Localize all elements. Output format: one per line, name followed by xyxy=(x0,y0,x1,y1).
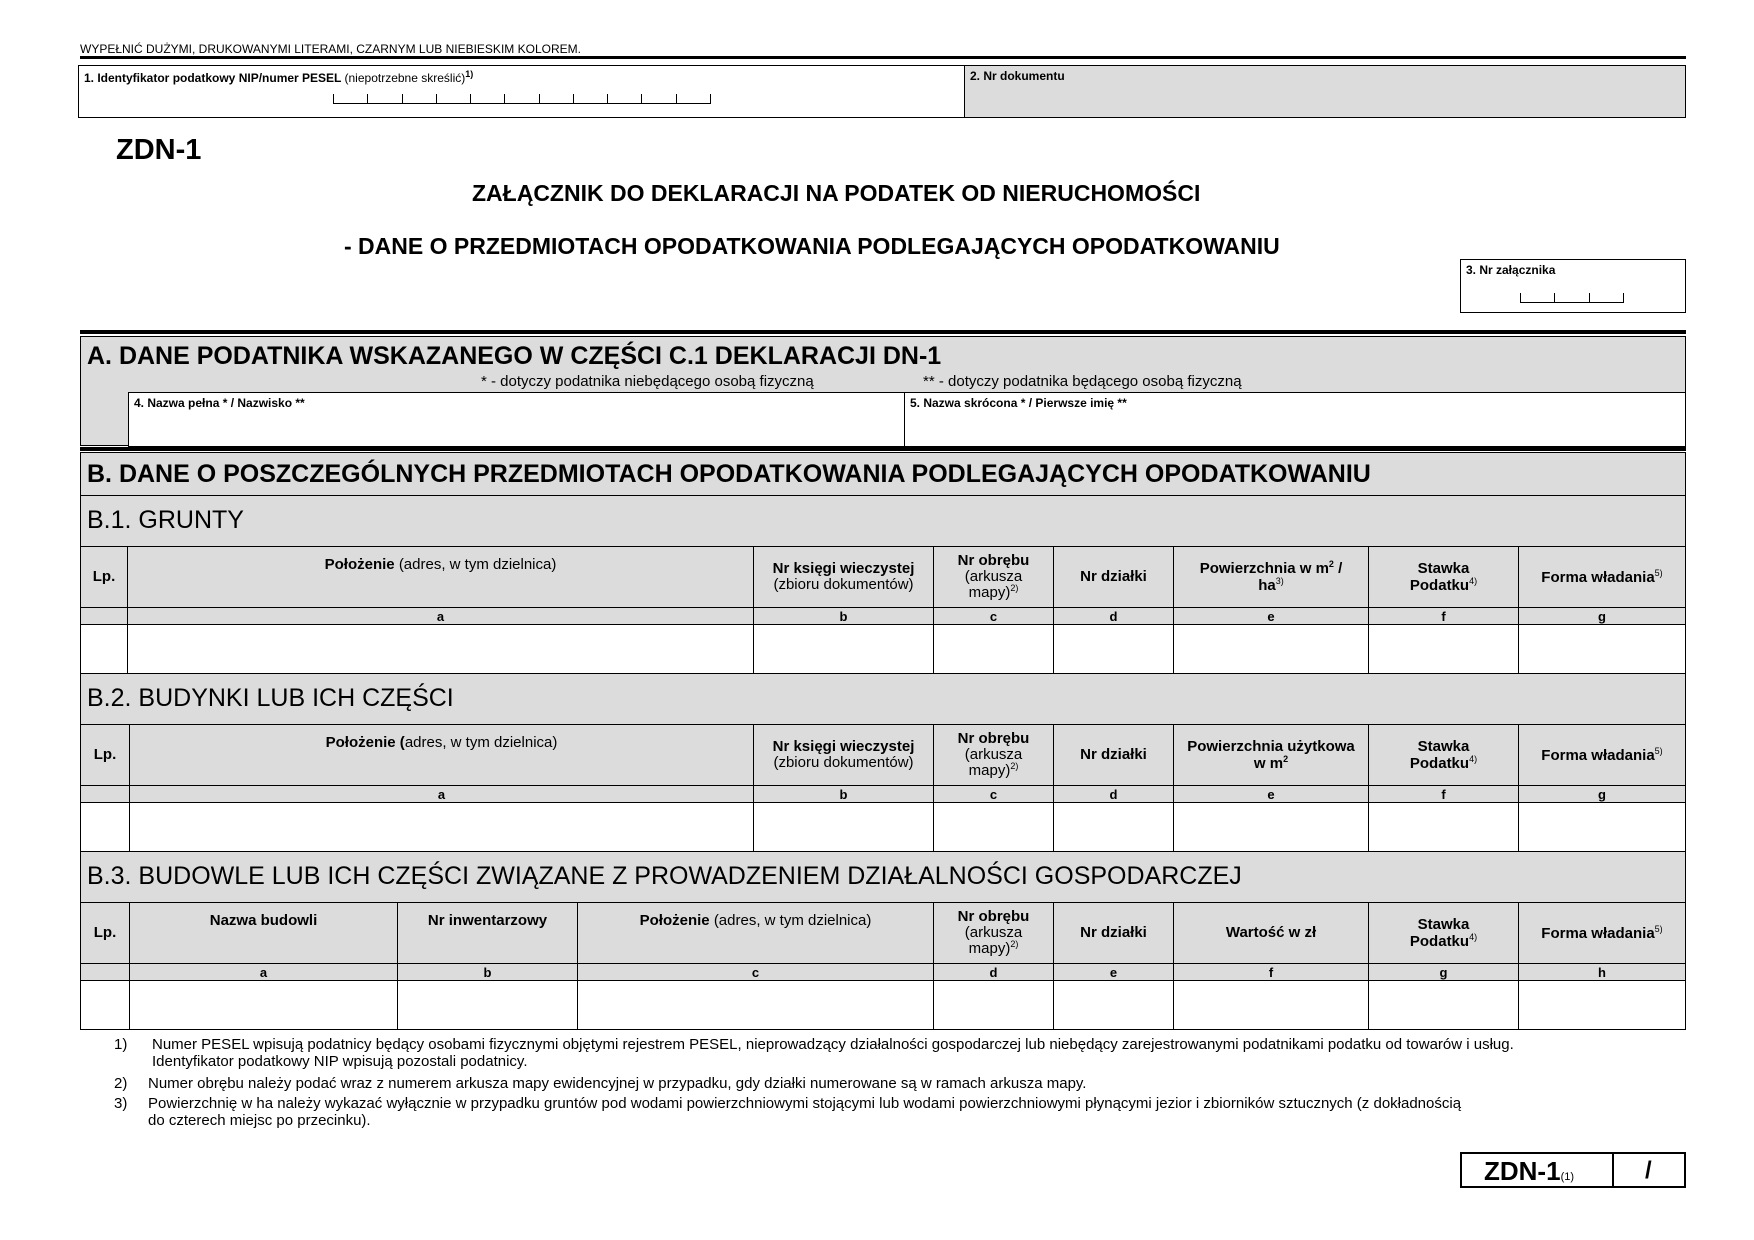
b2-col-c: Nr obrębu (arkusza mapy)$^{2)}$ xyxy=(933,724,1054,786)
field-5-nazwa-skrocona[interactable] xyxy=(904,392,1686,447)
field-3-label: 3. Nr załącznika xyxy=(1466,263,1556,277)
b2-input-g[interactable] xyxy=(1518,802,1686,852)
b1-col-lp: Lp. xyxy=(80,546,128,608)
b3-col-a: Nazwa budowli xyxy=(129,902,398,964)
b1-input-c[interactable] xyxy=(933,624,1054,674)
section-b-header xyxy=(80,452,1686,496)
section-a xyxy=(80,336,1686,446)
b1-col-e: Powierzchnia w $m^2$ / $ha^{3)}$ xyxy=(1173,546,1369,608)
b3-col-h: Forma władania$^{5)}$ xyxy=(1518,902,1686,964)
b1-letter-a: a xyxy=(127,607,754,625)
b2-input-c[interactable] xyxy=(933,802,1054,852)
b3-input-c[interactable] xyxy=(577,980,934,1030)
b2-col-b: Nr księgi wieczystej (zbioru dokumentów) xyxy=(753,724,934,786)
b3-letter-d: d xyxy=(933,963,1054,981)
b3-input-f[interactable] xyxy=(1173,980,1369,1030)
b1-letter-e: e xyxy=(1173,607,1369,625)
b3-letter-f: f xyxy=(1173,963,1369,981)
b2-col-f: Stawka Podatku$^{4)}$ xyxy=(1368,724,1519,786)
b2-letter-c: c xyxy=(933,785,1054,803)
b3-input-e[interactable] xyxy=(1053,980,1174,1030)
b3-col-e: Nr działki xyxy=(1053,902,1174,964)
section-rule xyxy=(80,330,1686,334)
section-a-title: A. DANE PODATNIKA WSKAZANEGO W CZĘŚCI C.1 DEKLARACJI DN-1 xyxy=(87,342,942,370)
footer-slash: / xyxy=(1645,1157,1652,1184)
attachment-digit-ticks xyxy=(1520,293,1624,303)
b2-col-a: Położenie (adres, w tym dzielnica) xyxy=(129,724,754,786)
b3-input-h[interactable] xyxy=(1518,980,1686,1030)
field-1-note: (niepotrzebne skreślić) xyxy=(344,71,466,85)
field-4-nazwa-pelna[interactable] xyxy=(128,392,905,447)
footnote-3-num: 3) xyxy=(114,1095,128,1112)
section-b3-header xyxy=(80,851,1686,903)
title-line-2: - DANE O PRZEDMIOTACH OPODATKOWANIA PODLEGAJĄCYCH OPODATKOWANIU xyxy=(344,233,1280,259)
nip-digit-ticks xyxy=(333,94,711,104)
section-a-note-2: ** - dotyczy podatnika będącego osobą fizyczną xyxy=(923,373,1242,390)
b2-col-g: Forma władania$^{5)}$ xyxy=(1518,724,1686,786)
b1-letter-f: f xyxy=(1368,607,1519,625)
footnote-2-num: 2) xyxy=(114,1075,128,1092)
b2-row-lp xyxy=(80,802,130,852)
b1-col-c: Nr obrębu (arkusza mapy)$^{2)}$ xyxy=(933,546,1054,608)
b1-input-g[interactable] xyxy=(1518,624,1686,674)
b3-letter-g: g xyxy=(1368,963,1519,981)
b1-col-a: Położenie (adres, w tym dzielnica) xyxy=(127,546,754,608)
b3-row-lp xyxy=(80,980,130,1030)
field-4-label: 4. Nazwa pełna * / Nazwisko ** xyxy=(134,396,305,410)
b1-input-e[interactable] xyxy=(1173,624,1369,674)
b1-row-lp xyxy=(80,624,128,674)
b2-col-lp: Lp. xyxy=(80,724,130,786)
title-line-1: ZAŁĄCZNIK DO DEKLARACJI NA PODATEK OD NIERUCHOMOŚCI xyxy=(472,180,1201,206)
section-rule-2 xyxy=(80,447,1686,451)
b3-col-f: Wartość w zł xyxy=(1173,902,1369,964)
footnote-1 xyxy=(114,1036,1694,1071)
header-note: WYPEŁNIĆ DUŻYMI, DRUKOWANYMI LITERAMI, CZARNYM LUB NIEBIESKIM KOLOREM. xyxy=(80,42,581,56)
b1-col-d: Nr działki xyxy=(1053,546,1174,608)
b2-input-d[interactable] xyxy=(1053,802,1174,852)
b3-letter-h: h xyxy=(1518,963,1686,981)
b2-letter-row-lp xyxy=(80,785,130,803)
top-rule xyxy=(80,56,1686,59)
b1-letter-b: b xyxy=(753,607,934,625)
b2-letter-e: e xyxy=(1173,785,1369,803)
b2-letter-d: d xyxy=(1053,785,1174,803)
field-1-nip-pesel[interactable] xyxy=(78,65,965,118)
b3-col-d: Nr obrębu (arkusza mapy)$^{2)}$ xyxy=(933,902,1054,964)
b1-col-g: Forma władania$^{5)}$ xyxy=(1518,546,1686,608)
b2-col-d: Nr działki xyxy=(1053,724,1174,786)
field-1-label: 1. Identyfikator podatkowy NIP/numer PESEL xyxy=(84,71,342,85)
b3-col-b: Nr inwentarzowy xyxy=(397,902,578,964)
field-3-nr-zalacznika[interactable] xyxy=(1460,259,1686,313)
section-a-note-1: * - dotyczy podatnika niebędącego osobą fizyczną xyxy=(481,373,814,390)
b3-col-g: Stawka Podatku$^{4)}$ xyxy=(1368,902,1519,964)
b2-input-f[interactable] xyxy=(1368,802,1519,852)
field-2-label: 2. Nr dokumentu xyxy=(970,69,1065,83)
b3-letter-b: b xyxy=(397,963,578,981)
footnote-2-text: Numer obrębu należy podać wraz z numerem arkusza mapy ewidencyjnej w przypadku, gdy działki numerowane są w ramach arkusza mapy. xyxy=(148,1075,1087,1092)
b3-input-a[interactable] xyxy=(129,980,398,1030)
b3-letter-row-lp xyxy=(80,963,130,981)
field-1-sup: 1) xyxy=(465,69,474,79)
footnote-1-text: Numer PESEL wpisują podatnicy będący osobami fizycznymi objętymi rejestrem PESEL, nieprowadzący działalności gospodarczej lub niebędący zarejestrowanymi podatnikami podatku od towarów i usług. xyxy=(152,1036,1514,1053)
b2-letter-a: a xyxy=(129,785,754,803)
section-b-title: B. DANE O POSZCZEGÓLNYCH PRZEDMIOTACH OPODATKOWANIA PODLEGAJĄCYCH OPODATKOWANIU xyxy=(87,460,1371,488)
footnote-3-text-2: do czterech miejsc po przecinku). xyxy=(148,1112,371,1130)
b3-input-g[interactable] xyxy=(1368,980,1519,1030)
b1-input-d[interactable] xyxy=(1053,624,1174,674)
b1-input-f[interactable] xyxy=(1368,624,1519,674)
b3-letter-c: c xyxy=(577,963,934,981)
b2-input-a[interactable] xyxy=(129,802,754,852)
b2-col-e: Powierzchnia użytkowa w $m^2$ xyxy=(1173,724,1369,786)
b3-letter-e: e xyxy=(1053,963,1174,981)
b1-input-b[interactable] xyxy=(753,624,934,674)
b3-input-b[interactable] xyxy=(397,980,578,1030)
b1-input-a[interactable] xyxy=(127,624,754,674)
b1-col-f: Stawka Podatku$^{4)}$ xyxy=(1368,546,1519,608)
footnote-1-text-2: Identyfikator podatkowy NIP wpisują pozostali podatnicy. xyxy=(152,1053,528,1071)
section-b2-title: B.2. BUDYNKI LUB ICH CZĘŚCI xyxy=(87,684,454,712)
b1-letter-d: d xyxy=(1053,607,1174,625)
footnote-3-text: Powierzchnię w ha należy wykazać wyłącznie w przypadku gruntów pod wodami powierzchniowymi stojącymi lub wodami powierzchniowymi płynącymi jezior i zbiorników sztucznych (z dokładnością xyxy=(148,1095,1462,1112)
b3-letter-a: a xyxy=(129,963,398,981)
form-code: ZDN-1 xyxy=(116,134,202,166)
footer-divider xyxy=(1612,1154,1614,1186)
b1-letter-row-lp xyxy=(80,607,128,625)
field-2-nr-dokumentu xyxy=(964,65,1686,118)
section-b3-title: B.3. BUDOWLE LUB ICH CZĘŚCI ZWIĄZANE Z PROWADZENIEM DZIAŁALNOŚCI GOSPODARCZEJ xyxy=(87,862,1242,890)
b3-input-d[interactable] xyxy=(933,980,1054,1030)
footer-form-code: ZDN-1(1) xyxy=(1484,1156,1575,1186)
section-b1-header xyxy=(80,495,1686,547)
b2-input-b[interactable] xyxy=(753,802,934,852)
field-5-label: 5. Nazwa skrócona * / Pierwsze imię ** xyxy=(910,396,1127,410)
b2-letter-b: b xyxy=(753,785,934,803)
b1-col-b: Nr księgi wieczystej (zbioru dokumentów) xyxy=(753,546,934,608)
b1-letter-c: c xyxy=(933,607,1054,625)
footnote-3 xyxy=(114,1095,1694,1130)
b2-input-e[interactable] xyxy=(1173,802,1369,852)
footnote-2 xyxy=(114,1075,1694,1092)
footer-form-code-box xyxy=(1460,1152,1686,1188)
b2-letter-g: g xyxy=(1518,785,1686,803)
b3-col-lp: Lp. xyxy=(80,902,130,964)
footnote-1-num: 1) xyxy=(114,1036,128,1053)
section-b1-title: B.1. GRUNTY xyxy=(87,506,244,534)
section-b2-header xyxy=(80,673,1686,725)
b1-letter-g: g xyxy=(1518,607,1686,625)
b3-col-c: Położenie (adres, w tym dzielnica) xyxy=(577,902,934,964)
b2-letter-f: f xyxy=(1368,785,1519,803)
